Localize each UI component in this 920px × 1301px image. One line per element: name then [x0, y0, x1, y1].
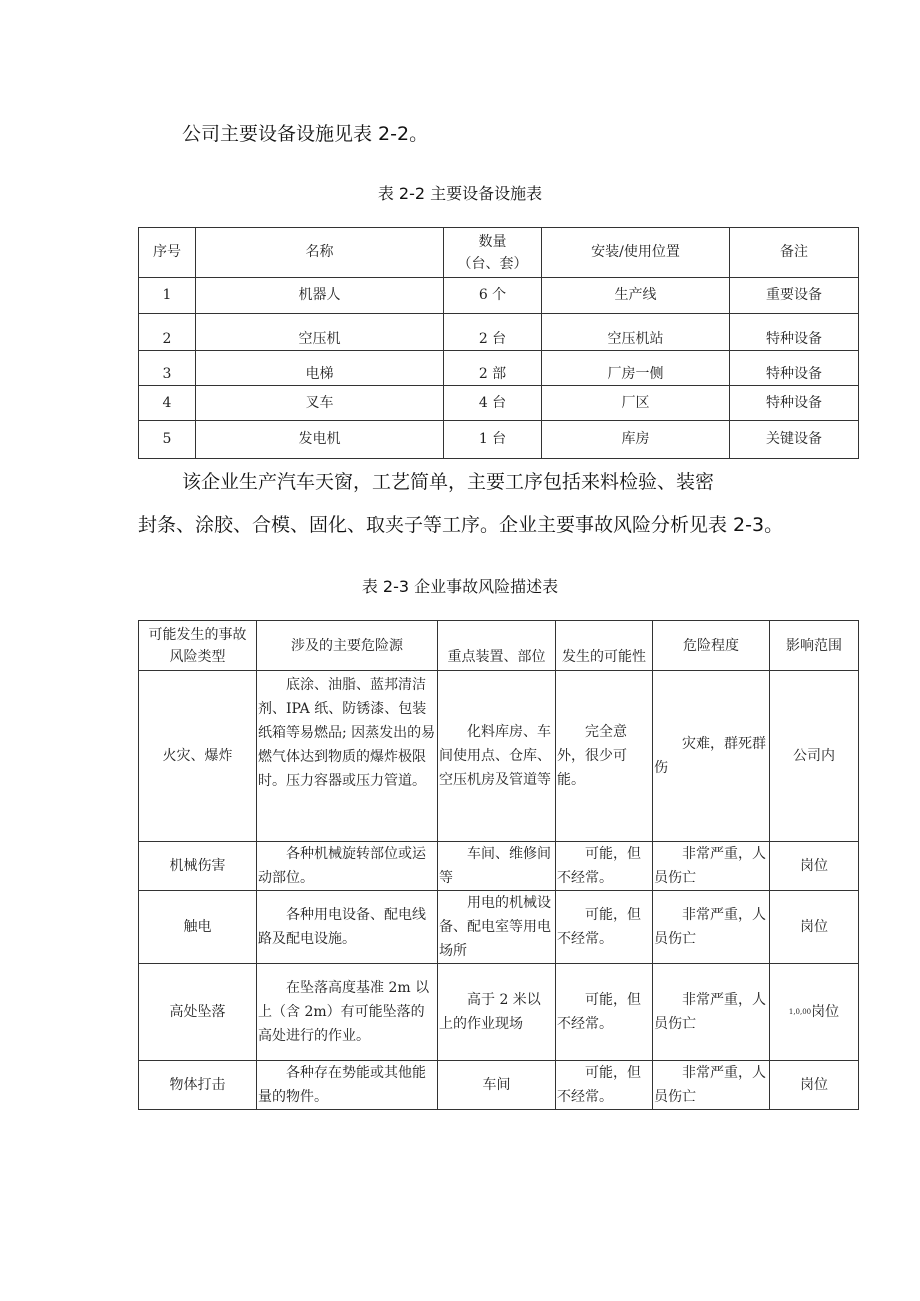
cell-remark: 特种设备 — [730, 314, 859, 351]
cell-seq: 2 — [139, 314, 196, 351]
table-row — [139, 386, 859, 421]
cell-possibility: 可能，但不经常。 — [556, 842, 653, 891]
cell-hazard: 底涂、油脂、蓝邦清洁剂、IPA 纸、防锈漆、包装纸箱等易燃品; 因蒸发出的易燃气体达到物质的爆炸极限时。压力容器或压力管道。 — [257, 671, 438, 842]
table-row — [139, 421, 859, 459]
scope-mark: 1,0,00 — [788, 1008, 812, 1016]
cell-remark: 特种设备 — [730, 386, 859, 421]
header-location: 重点装置、部位 — [438, 621, 556, 671]
cell-possibility: 可能，但不经常。 — [556, 964, 653, 1061]
cell-possibility: 可能，但不经常。 — [556, 891, 653, 964]
cell-possibility: 可能，但不经常。 — [556, 1061, 653, 1110]
cell-location: 车间 — [438, 1061, 556, 1110]
cell-hazard: 各种机械旋转部位或运动部位。 — [257, 842, 438, 891]
cell-qty: 1 台 — [444, 421, 542, 459]
cell-name: 机器人 — [196, 278, 444, 314]
table-row — [139, 671, 859, 842]
table23-caption: 表 2-3 企业事故风险描述表 — [361, 577, 559, 596]
header-qty-line1: 数量 — [478, 233, 507, 250]
table-row — [139, 1061, 859, 1110]
cell-location: 厂房一侧 — [542, 351, 730, 386]
header-name: 名称 — [196, 228, 444, 278]
cell-seq: 4 — [139, 386, 196, 421]
cell-scope: 公司内 — [770, 671, 859, 842]
cell-location: 用电的机械设备、配电室等用电场所 — [438, 891, 556, 964]
cell-qty: 2 台 — [444, 314, 542, 351]
header-severity: 危险程度 — [653, 621, 770, 671]
cell-severity: 非常严重，人员伤亡 — [653, 1061, 770, 1110]
cell-severity: 灾难，群死群伤 — [653, 671, 770, 842]
cell-location: 化料库房、车间使用点、仓库、空压机房及管道等 — [438, 671, 556, 842]
cell-name: 叉车 — [196, 386, 444, 421]
cell-hazard: 各种用电设备、配电线路及配电设施。 — [257, 891, 438, 964]
cell-seq: 3 — [139, 351, 196, 386]
cell-remark: 关键设备 — [730, 421, 859, 459]
paragraph-line1: 该企业生产汽车天窗，工艺简单，主要工序包括来料检验、装密 — [182, 471, 715, 493]
header-scope: 影响范围 — [770, 621, 859, 671]
table-row — [139, 278, 859, 314]
table-row — [139, 842, 859, 891]
table-row — [139, 351, 859, 386]
cell-severity: 非常严重，人员伤亡 — [653, 842, 770, 891]
cell-name: 发电机 — [196, 421, 444, 459]
cell-location: 高于 2 米以上的作业现场 — [438, 964, 556, 1061]
cell-remark: 重要设备 — [730, 278, 859, 314]
cell-location: 生产线 — [542, 278, 730, 314]
table22-caption: 表 2-2 主要设备设施表 — [377, 184, 543, 203]
cell-type: 触电 — [139, 891, 257, 964]
cell-type: 高处坠落 — [139, 964, 257, 1061]
cell-possibility: 完全意外，很少可能。 — [556, 671, 653, 842]
table-header-row — [139, 228, 859, 278]
header-hazard: 涉及的主要危险源 — [257, 621, 438, 671]
paragraph-line2: 封条、涂胶、合模、固化、取夹子等工序。企业主要事故风险分析见表 2-3。 — [138, 514, 784, 536]
cell-type: 火灾、爆炸 — [139, 671, 257, 842]
risk-table — [138, 620, 859, 1110]
table-header-row — [139, 621, 859, 671]
header-location: 安装/使用位置 — [542, 228, 730, 278]
equipment-table — [138, 227, 859, 459]
cell-scope: 岗位 — [770, 842, 859, 891]
table-row — [139, 314, 859, 351]
cell-seq: 5 — [139, 421, 196, 459]
header-qty-line2: （台、套） — [457, 255, 528, 272]
cell-seq: 1 — [139, 278, 196, 314]
header-type: 可能发生的事故风险类型 — [139, 621, 257, 671]
table-row — [139, 891, 859, 964]
cell-name: 空压机 — [196, 314, 444, 351]
cell-type: 物体打击 — [139, 1061, 257, 1110]
cell-name: 电梯 — [196, 351, 444, 386]
cell-location: 库房 — [542, 421, 730, 459]
header-remark: 备注 — [730, 228, 859, 278]
cell-qty: 2 部 — [444, 351, 542, 386]
cell-qty: 6 个 — [444, 278, 542, 314]
cell-scope — [770, 964, 859, 1061]
table-row — [139, 964, 859, 1061]
header-possibility: 发生的可能性 — [556, 621, 653, 671]
cell-hazard: 各种存在势能或其他能量的物件。 — [257, 1061, 438, 1110]
cell-qty: 4 台 — [444, 386, 542, 421]
header-qty — [444, 228, 542, 278]
header-seq: 序号 — [139, 228, 196, 278]
cell-type: 机械伤害 — [139, 842, 257, 891]
cell-scope-text: 岗位 — [811, 1004, 840, 1020]
cell-hazard: 在坠落高度基准 2m 以上（含 2m）有可能坠落的高处进行的作业。 — [257, 964, 438, 1061]
cell-severity: 非常严重，人员伤亡 — [653, 964, 770, 1061]
cell-location: 空压机站 — [542, 314, 730, 351]
cell-severity: 非常严重，人员伤亡 — [653, 891, 770, 964]
cell-remark: 特种设备 — [730, 351, 859, 386]
intro-text: 公司主要设备设施见表 2-2。 — [182, 123, 429, 145]
cell-scope: 岗位 — [770, 891, 859, 964]
cell-location: 厂区 — [542, 386, 730, 421]
cell-location: 车间、维修间等 — [438, 842, 556, 891]
cell-scope: 岗位 — [770, 1061, 859, 1110]
